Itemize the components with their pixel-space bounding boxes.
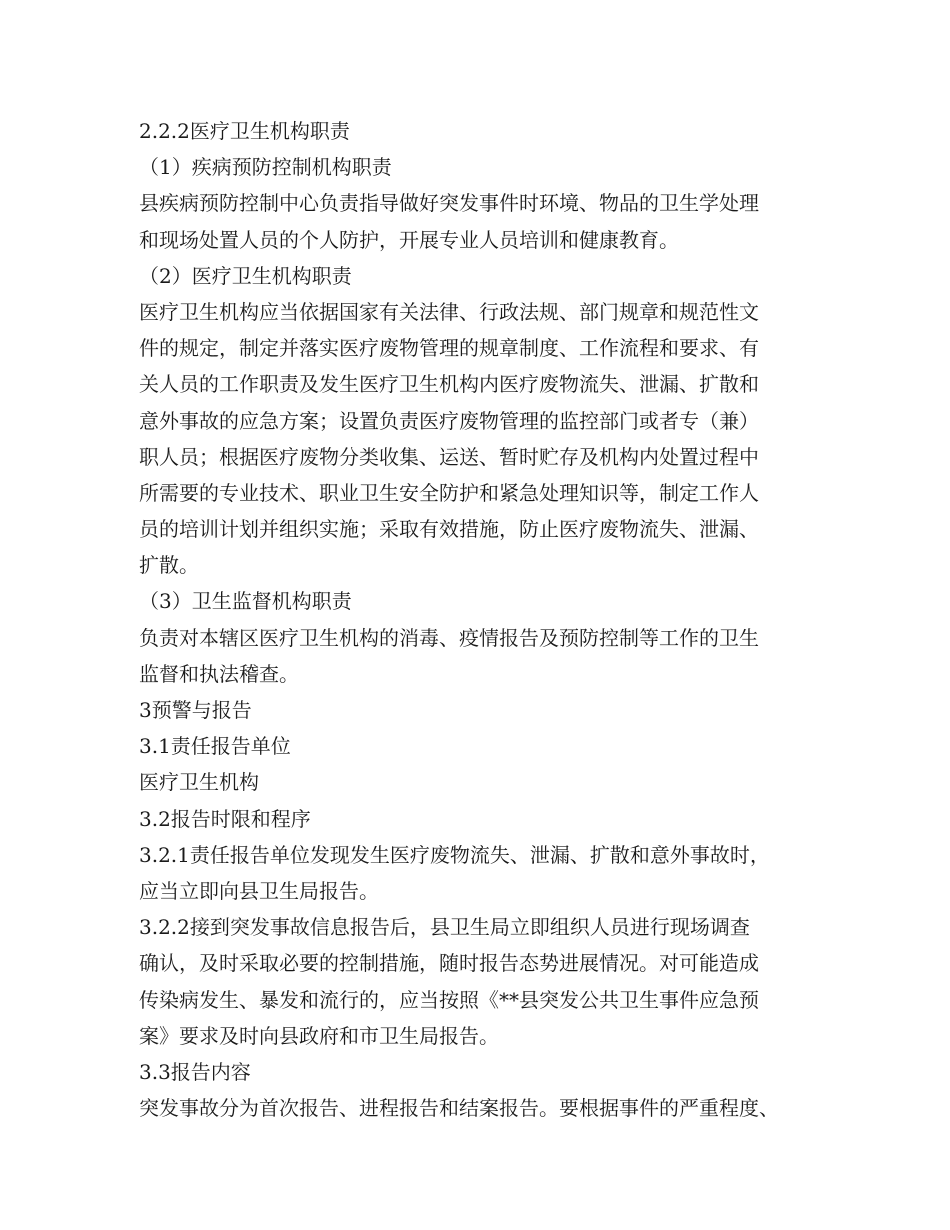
document-page bbox=[139, 113, 815, 1126]
paragraph-line: 医疗卫生机构 bbox=[139, 770, 259, 795]
subheading-health-supervision: （3）卫生监督机构职责 bbox=[139, 589, 352, 614]
paragraph-line: 3.2.2接到突发事故信息报告后，县卫生局立即组织人员进行现场调查 bbox=[139, 915, 750, 940]
paragraph-line: 员的培训计划并组织实施；采取有效措施，防止医疗废物流失、泄漏、 bbox=[139, 517, 759, 542]
section-heading-3-2: 3.2报告时限和程序 bbox=[139, 806, 311, 831]
paragraph-line: 所需要的专业技术、职业卫生安全防护和紧急处理知识等，制定工作人 bbox=[139, 480, 759, 505]
paragraph-line: 县疾病预防控制中心负责指导做好突发事件时环境、物品的卫生学处理 bbox=[139, 191, 759, 216]
paragraph-line: 3.2.1责任报告单位发现发生医疗废物流失、泄漏、扩散和意外事故时， bbox=[139, 842, 770, 867]
subheading-disease-control: （1）疾病预防控制机构职责 bbox=[139, 155, 392, 180]
paragraph-line: 和现场处置人员的个人防护，开展专业人员培训和健康教育。 bbox=[139, 227, 679, 252]
paragraph-line: 医疗卫生机构应当依据国家有关法律、行政法规、部门规章和规范性文 bbox=[139, 299, 759, 324]
paragraph-line: 意外事故的应急方案；设置负责医疗废物管理的监控部门或者专（兼） bbox=[139, 408, 759, 433]
section-heading-2-2-2: 2.2.2医疗卫生机构职责 bbox=[139, 119, 350, 143]
paragraph-line: 传染病发生、暴发和流行的，应当按照《**县突发公共卫生事件应急预 bbox=[139, 987, 759, 1012]
section-heading-3: 3预警与报告 bbox=[139, 698, 252, 722]
paragraph-line: 应当立即向县卫生局报告。 bbox=[139, 878, 379, 903]
subheading-medical-institutions: （2）医疗卫生机构职责 bbox=[139, 263, 352, 288]
paragraph-line: 件的规定，制定并落实医疗废物管理的规章制度、工作流程和要求、有 bbox=[139, 336, 759, 361]
paragraph-line: 监督和执法稽查。 bbox=[139, 661, 299, 686]
paragraph-line: 突发事故分为首次报告、进程报告和结案报告。要根据事件的严重程度、 bbox=[139, 1096, 779, 1121]
paragraph-line: 案》要求及时向县政府和市卫生局报告。 bbox=[139, 1023, 499, 1048]
paragraph-line: 负责对本辖区医疗卫生机构的消毒、疫情报告及预防控制等工作的卫生 bbox=[139, 625, 759, 650]
paragraph-line: 确认，及时采取必要的控制措施，随时报告态势进展情况。对可能造成 bbox=[139, 951, 759, 976]
paragraph-line: 关人员的工作职责及发生医疗卫生机构内医疗废物流失、泄漏、扩散和 bbox=[139, 372, 759, 397]
paragraph-line: 扩散。 bbox=[139, 553, 199, 578]
paragraph-line: 职人员；根据医疗废物分类收集、运送、暂时贮存及机构内处置过程中 bbox=[139, 444, 759, 469]
section-heading-3-3: 3.3报告内容 bbox=[139, 1059, 251, 1084]
section-heading-3-1: 3.1责任报告单位 bbox=[139, 734, 291, 759]
